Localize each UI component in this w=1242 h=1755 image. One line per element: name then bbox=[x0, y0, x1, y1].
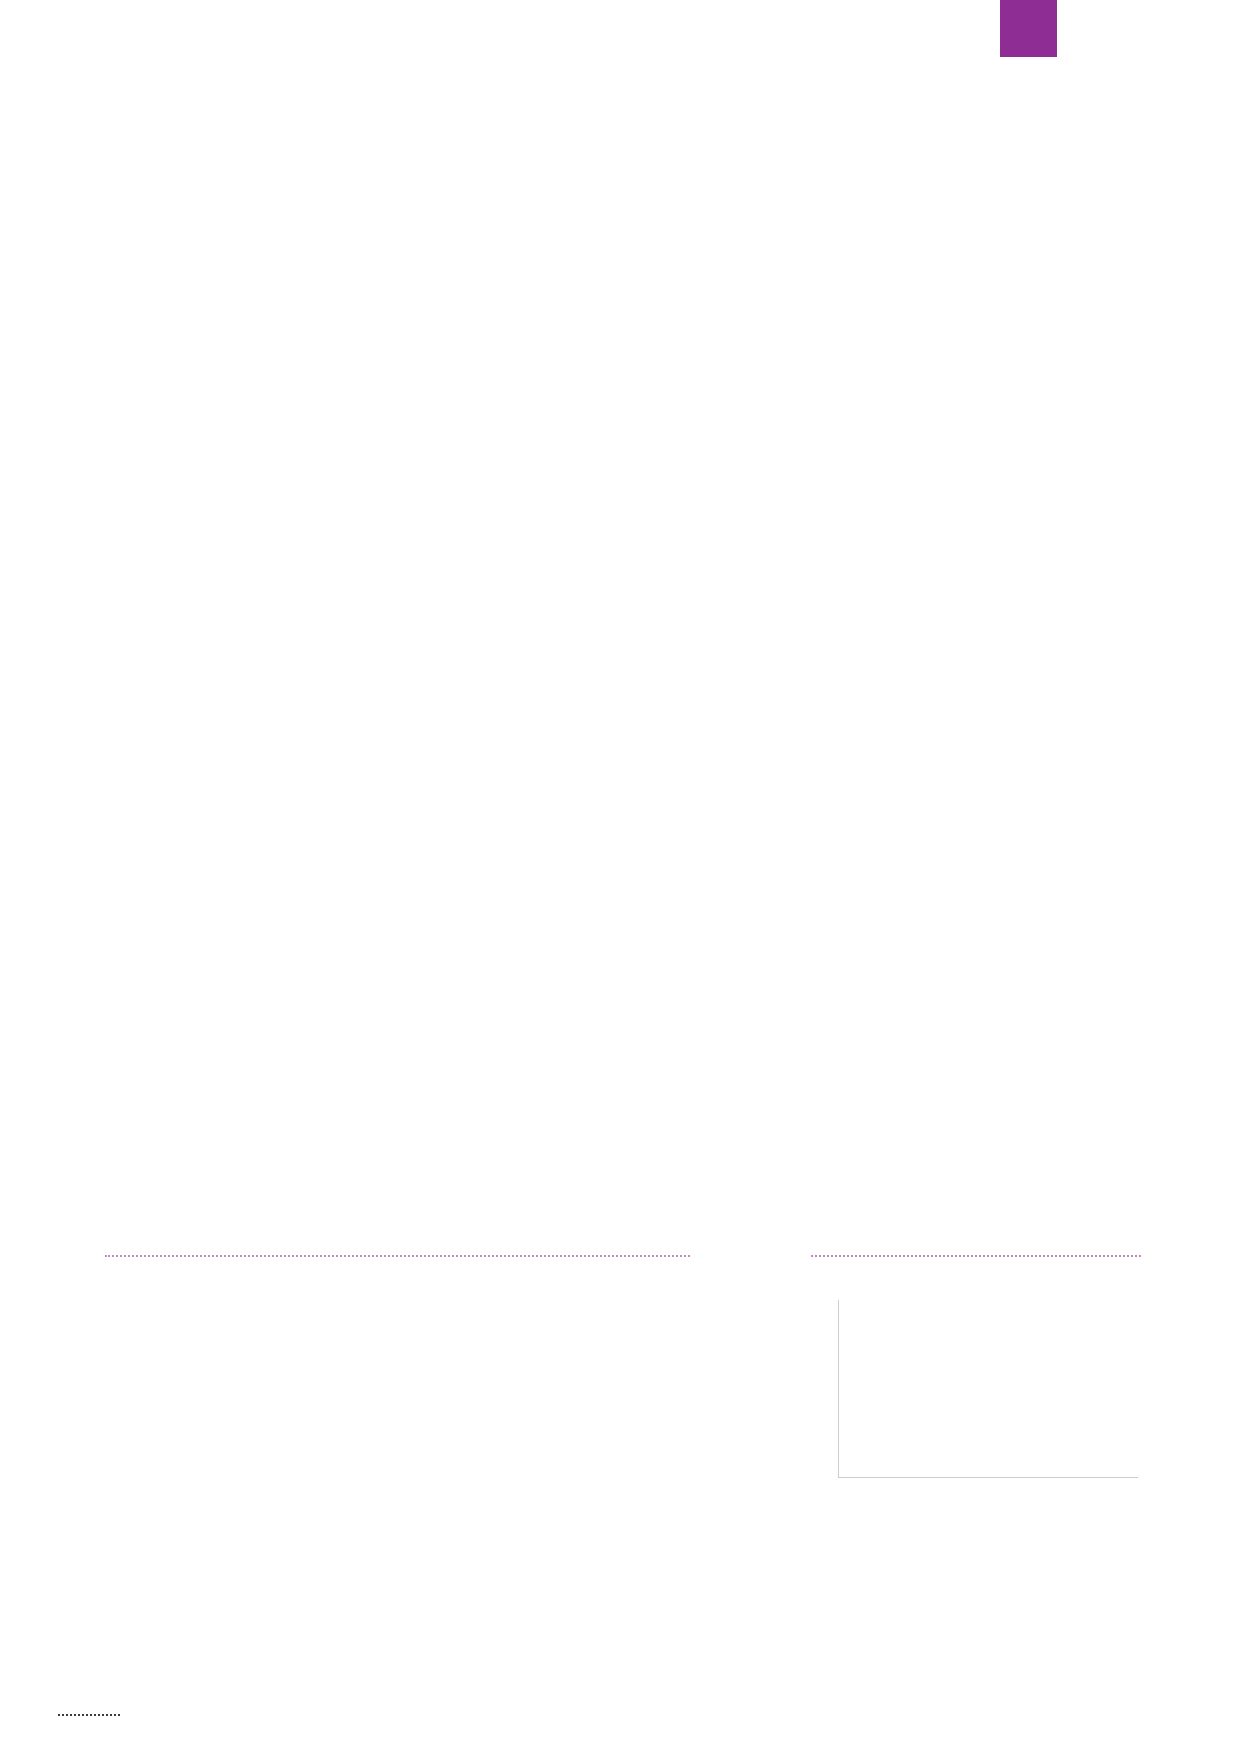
footer-right bbox=[1182, 1690, 1194, 1705]
figure2-dotted-rule bbox=[105, 1255, 690, 1257]
figure3-block bbox=[811, 1248, 1141, 1548]
gwp-bar-chart bbox=[811, 1292, 1141, 1532]
x-axis-line bbox=[838, 1477, 1138, 1478]
page-number-dotted-rule bbox=[58, 1714, 120, 1716]
figure3-dotted-rule bbox=[811, 1255, 1141, 1257]
figure2-block bbox=[105, 1248, 690, 1274]
purple-square-decor bbox=[1000, 0, 1057, 57]
y-axis-line bbox=[838, 1300, 839, 1478]
